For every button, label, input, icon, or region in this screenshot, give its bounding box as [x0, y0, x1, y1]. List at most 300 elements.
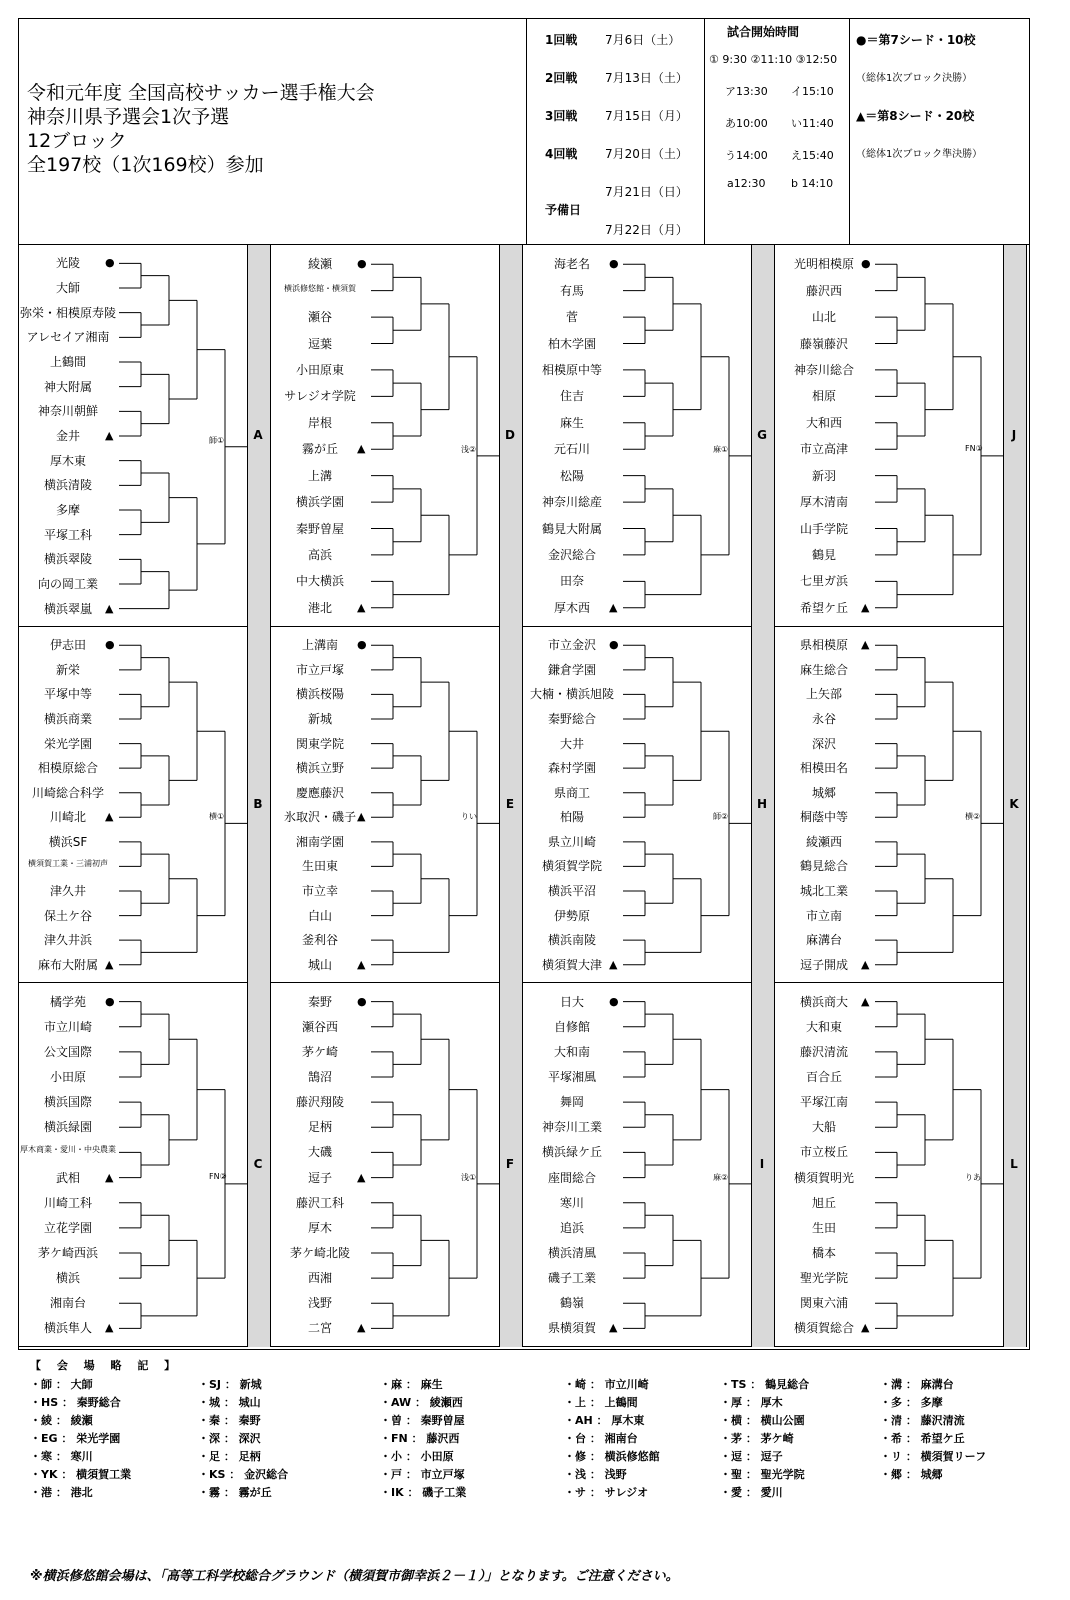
seed-mark: ▲	[357, 600, 366, 614]
team-name: 橋本	[811, 1246, 836, 1260]
bracket-lines	[775, 245, 1003, 627]
team-name: 柏陽	[559, 810, 584, 825]
team-name: 座間総合	[547, 1170, 596, 1185]
bracket-lines	[523, 245, 751, 627]
seed-legend	[850, 19, 1029, 244]
block-letter: F	[505, 1157, 515, 1171]
bracket-block-e	[271, 627, 523, 983]
seed-mark: ▲	[861, 600, 870, 614]
team-name: 藤沢翔陵	[295, 1095, 344, 1110]
final-venue-label: 麻①	[713, 444, 729, 454]
team-name: 横浜	[55, 1271, 80, 1286]
bracket-block-f	[271, 983, 523, 1347]
team-name: 山手学院	[799, 521, 848, 536]
team-name: 大和西	[805, 415, 842, 430]
block-letter-strip	[751, 245, 775, 627]
team-name: 有馬	[559, 283, 584, 298]
block-letter-strip	[499, 983, 523, 1347]
team-name: 大師	[55, 281, 80, 295]
seed-mark: ▲	[609, 957, 618, 971]
bracket-block-l	[775, 983, 1027, 1347]
team-name: 自修館	[553, 1019, 590, 1034]
team-name: 弥栄・相模原寿陵	[19, 305, 116, 320]
team-name: 保土ケ谷	[43, 908, 92, 923]
final-venue-label: 横②	[965, 812, 981, 822]
block-letter: L	[1010, 1157, 1018, 1171]
team-name: 光陵	[55, 256, 80, 271]
legend-item: ・茅 ： 茅ケ崎	[720, 1432, 794, 1445]
team-name: 寒川	[559, 1195, 584, 1210]
legend-item: ・厚 ： 厚木	[720, 1396, 783, 1409]
legend-item: ・YK ： 横須賀工業	[30, 1468, 132, 1481]
team-name: 逗子	[307, 1170, 332, 1185]
team-name: 深沢	[811, 736, 836, 751]
legend-item: ・横 ： 横山公園	[720, 1414, 805, 1427]
team-name: 麻溝台	[805, 933, 842, 948]
seed-mark: ▲	[861, 638, 870, 652]
footnote: ※横浜修悠館会場は、「高等工科学校総合グラウンド（横須賀市御幸浜２－１）」となります。ご注意ください。	[30, 1569, 679, 1584]
seed-mark: ▲	[861, 994, 870, 1008]
bracket-lines	[523, 627, 751, 983]
team-name: 大和東	[805, 1019, 842, 1034]
block-letter: H	[756, 797, 768, 811]
block-letter-strip	[1003, 627, 1027, 983]
team-name: 逗子開成	[799, 957, 848, 972]
block-letter: J	[1011, 428, 1017, 442]
team-name: 湘南台	[49, 1296, 86, 1311]
bracket-lines	[271, 245, 499, 627]
team-name: 津久井浜	[43, 933, 92, 948]
team-name: 麻生	[559, 415, 584, 430]
time-item: a12:30	[727, 177, 766, 190]
team-name: 横浜桜陽	[295, 687, 344, 702]
legend-item: ・AH ： 厚木東	[564, 1414, 645, 1427]
team-name: 逗葉	[307, 336, 332, 351]
team-name: 上溝南	[301, 638, 338, 653]
team-name: 元石川	[553, 442, 590, 457]
legend-item: ・EG ： 栄光学園	[30, 1432, 121, 1445]
bracket-lines	[271, 983, 499, 1347]
team-name: 上鶴間	[49, 355, 86, 369]
title-line: 全197校（1次169校）参加	[27, 154, 264, 176]
team-name: 伊志田	[49, 638, 86, 653]
bracket-lines	[19, 627, 247, 983]
seed-mark: ●	[861, 257, 871, 271]
title-line: 神奈川県予選会1次予選	[27, 106, 230, 128]
seed-mark: ▲	[105, 957, 114, 971]
bracket-grid	[19, 245, 1029, 1349]
legend-item: ・リ ： 横須賀リーフ	[880, 1450, 987, 1463]
team-name: 鵠沼	[307, 1070, 332, 1084]
team-name: 関東学院	[295, 736, 344, 751]
final-venue-label: りあ	[965, 1172, 981, 1182]
final-venue-label: 麻②	[713, 1172, 729, 1182]
seed-mark: ▲	[861, 957, 870, 971]
team-name: 百合丘	[805, 1070, 842, 1084]
team-name: 七里ガ浜	[799, 574, 848, 589]
team-name: 浅野	[307, 1296, 332, 1311]
team-name: 市立高津	[799, 442, 848, 457]
team-name: 市立川崎	[43, 1019, 92, 1034]
bracket-column	[775, 245, 1027, 1349]
team-name: 菅	[565, 310, 578, 325]
legend-item: ・KS ： 金沢総合	[198, 1468, 289, 1481]
team-name: 鶴見	[811, 547, 836, 562]
legend-item: ・FN ： 藤沢西	[380, 1432, 460, 1445]
legend-item: ・浅 ： 浅野	[564, 1468, 627, 1481]
title-block	[19, 19, 527, 244]
team-name: 横浜平沼	[547, 884, 596, 898]
legend-item: ・希 ： 希望ケ丘	[880, 1432, 965, 1445]
block-letter: I	[759, 1157, 765, 1171]
team-name: 城北工業	[799, 884, 848, 898]
bracket-block-g	[523, 245, 775, 627]
seed-mark: ●	[609, 638, 619, 652]
team-name: 市立金沢	[547, 638, 596, 653]
final-venue-label: りい	[461, 812, 477, 822]
team-name: 横須賀工業・三浦初声	[28, 859, 108, 869]
team-name: 横須賀学院	[541, 859, 602, 874]
bracket-lines	[19, 983, 247, 1347]
legend-item: ・IK ： 磯子工業	[380, 1486, 467, 1499]
team-name: 綾瀬西	[805, 834, 842, 849]
block-letter-strip	[247, 245, 271, 627]
team-name: 西湘	[307, 1271, 332, 1286]
block-letter-strip	[1003, 245, 1027, 627]
seed-mark: ▲	[105, 429, 114, 442]
legend-item: ・霧 ： 霧が丘	[198, 1486, 272, 1499]
schedule-row: 1回戦 7月6日（土）	[545, 33, 681, 47]
team-name: 柏木学園	[547, 336, 596, 351]
team-name: 神大附属	[43, 379, 92, 394]
team-name: 森村学園	[547, 761, 596, 776]
team-name: 県相模原	[799, 638, 848, 653]
team-name: 武相	[55, 1170, 80, 1185]
title-line: 令和元年度 全国高校サッカー選手権大会	[27, 82, 375, 104]
legend-item: ・溝 ： 麻溝台	[880, 1378, 954, 1391]
seed-mark: ▲	[105, 601, 114, 615]
start-times	[705, 19, 850, 244]
team-name: 神奈川工業	[541, 1120, 602, 1135]
bracket-block-j	[775, 245, 1027, 627]
bracket-lines	[271, 627, 499, 983]
team-name: 大楠・横浜旭陵	[529, 687, 614, 702]
team-name: 小田原東	[295, 362, 344, 377]
team-name: 瀬谷	[307, 310, 332, 325]
seed-mark: ●	[357, 994, 367, 1008]
team-name: 立花学園	[43, 1220, 92, 1235]
bracket-column	[523, 245, 775, 1349]
time-item: ア13:30	[725, 85, 768, 98]
bracket-block-i	[523, 983, 775, 1347]
team-name: 厚木東	[49, 453, 86, 468]
team-name: 県商工	[553, 785, 590, 800]
team-name: 麻生総合	[799, 662, 848, 677]
block-letter-strip	[751, 627, 775, 983]
legend-item: ・足 ： 足柄	[198, 1450, 261, 1463]
team-name: 横須賀大津	[541, 957, 602, 972]
legend-item: ・TS ： 鶴見総合	[720, 1378, 810, 1391]
times-heading: 試合開始時間	[727, 25, 800, 39]
seed-mark: ●	[357, 257, 367, 271]
legend-item: ・上 ： 上鶴間	[564, 1396, 638, 1409]
team-name: 聖光学院	[799, 1271, 848, 1286]
team-name: 田奈	[559, 574, 584, 589]
seed-mark: ▲	[609, 600, 618, 614]
team-name: 川崎工科	[43, 1195, 92, 1210]
team-name: 松陽	[559, 468, 584, 483]
team-name: 相模田名	[799, 761, 848, 776]
block-letter-strip	[247, 627, 271, 983]
seed-line: （総体1次ブロック決勝）	[856, 73, 973, 84]
legend-title: 【 会 場 略 記 】	[30, 1359, 182, 1372]
team-name: 向の岡工業	[37, 577, 98, 591]
schedule-date: 7月22日（月）	[605, 223, 688, 237]
team-name: 二宮	[307, 1321, 332, 1336]
block-letter-strip	[1003, 983, 1027, 1347]
bracket-block-k	[775, 627, 1027, 983]
time-item: え15:40	[791, 149, 834, 162]
title-line: 12ブロック	[27, 130, 127, 152]
seed-mark: ●	[609, 257, 619, 271]
team-name: 新城	[307, 712, 332, 726]
team-name: 足柄	[307, 1120, 332, 1135]
legend-item: ・港 ： 港北	[30, 1486, 93, 1499]
team-name: 中大横浜	[295, 574, 344, 589]
team-name: 住吉	[559, 389, 584, 404]
team-name: 横浜南陵	[547, 933, 596, 948]
block-letter-strip	[499, 245, 523, 627]
team-name: 横須賀総合	[793, 1321, 854, 1336]
team-name: 藤嶺藤沢	[799, 336, 848, 351]
team-name: 橘学苑	[49, 994, 86, 1009]
final-venue-label: FN①	[965, 443, 983, 453]
seed-mark: ▲	[357, 957, 366, 971]
legend-item: ・多 ： 多摩	[880, 1396, 943, 1409]
bracket-block-d	[271, 245, 523, 627]
team-name: 相模原総合	[37, 761, 98, 776]
team-name: アレセイア湘南	[26, 330, 110, 345]
final-venue-label: 浅①	[461, 1172, 477, 1182]
team-name: 相原	[811, 389, 836, 404]
team-name: 桐蔭中等	[799, 810, 848, 825]
seed-mark: ▲	[609, 1321, 618, 1335]
team-name: 市立桜丘	[799, 1145, 848, 1160]
tournament-sheet	[18, 18, 1030, 1350]
team-name: 平塚湘風	[547, 1070, 596, 1084]
team-name: 鶴見大附属	[541, 521, 602, 536]
seed-mark: ▲	[105, 1170, 114, 1184]
team-name: 神奈川総合	[793, 362, 854, 377]
team-name: 横浜清陵	[43, 478, 92, 493]
bracket-block-h	[523, 627, 775, 983]
team-name: 港北	[307, 600, 332, 615]
legend-item: ・HS ： 秦野総合	[30, 1396, 121, 1409]
team-name: 川崎北	[49, 810, 86, 825]
bracket-block-c	[19, 983, 271, 1347]
team-name: 秦野曽屋	[295, 521, 344, 536]
team-name: 光明相模原	[793, 257, 854, 272]
legend-item: ・小 ： 小田原	[380, 1450, 454, 1463]
legend-item: ・台 ： 湘南台	[564, 1432, 638, 1445]
block-letter: C	[253, 1157, 263, 1171]
block-letter-strip	[499, 627, 523, 983]
final-venue-label: 師②	[713, 812, 729, 822]
team-name: 麻布大附属	[37, 957, 98, 972]
bracket-column	[271, 245, 523, 1349]
team-name: 市立幸	[301, 884, 338, 898]
team-name: 希望ケ丘	[799, 600, 848, 615]
team-name: 関東六浦	[799, 1296, 848, 1311]
time-item: う14:00	[725, 149, 768, 162]
bracket-lines	[523, 983, 751, 1347]
seed-mark: ▲	[357, 1321, 366, 1335]
block-letter-strip	[247, 983, 271, 1347]
team-name: 平塚中等	[43, 687, 92, 702]
team-name: 横須賀明光	[793, 1170, 854, 1185]
schedule-row: 4回戦 7月20日（土）	[545, 147, 688, 161]
team-name: 釜利谷	[301, 933, 338, 948]
team-name: 生田	[811, 1220, 836, 1235]
legend-item: ・秦 ： 秦野	[198, 1414, 261, 1427]
final-venue-label: 横①	[209, 812, 225, 822]
legend-item: ・清 ： 藤沢清流	[880, 1414, 965, 1427]
team-name: 藤沢工科	[295, 1195, 344, 1210]
team-name: 旭丘	[811, 1195, 836, 1210]
legend-item: ・SJ ： 新城	[198, 1378, 262, 1391]
team-name: 岸根	[307, 415, 332, 430]
team-name: 大船	[811, 1120, 836, 1135]
team-name: 津久井	[49, 884, 86, 898]
team-name: 日大	[559, 994, 584, 1009]
team-name: 藤沢西	[805, 283, 842, 298]
legend-item: ・曽 ： 秦野曽屋	[380, 1414, 465, 1427]
legend-item: ・戸 ： 市立戸塚	[380, 1468, 465, 1481]
team-name: 市立戸塚	[295, 662, 344, 677]
team-name: 厚木清南	[799, 495, 848, 510]
team-name: 鶴見総合	[799, 859, 848, 874]
team-name: 平塚工科	[43, 527, 92, 542]
times-row: ① 9:30 ②11:10 ③12:50	[709, 53, 838, 66]
schedule-row: 予備日	[545, 203, 582, 217]
team-name: 平塚江南	[799, 1095, 848, 1110]
team-name: 横浜翠嵐	[43, 601, 92, 616]
team-name: 横浜修悠館・横須賀	[284, 283, 356, 293]
team-name: 鶴嶺	[559, 1296, 584, 1311]
team-name: 秦野総合	[547, 712, 596, 726]
team-name: 秦野	[307, 994, 332, 1009]
bracket-block-b	[19, 627, 271, 983]
team-name: 横浜隼人	[43, 1321, 92, 1336]
header	[19, 19, 1029, 245]
team-name: 永谷	[811, 712, 836, 726]
team-name: 伊勢原	[553, 908, 590, 923]
team-name: 公文国際	[43, 1044, 92, 1059]
team-name: 厚木	[307, 1220, 332, 1235]
team-name: 鎌倉学園	[547, 662, 596, 677]
team-name: 横浜SF	[48, 834, 88, 849]
team-name: 小田原	[49, 1070, 86, 1084]
seed-mark: ▲	[357, 1170, 366, 1184]
legend-item: ・逗 ： 逗子	[720, 1450, 783, 1463]
team-name: 磯子工業	[547, 1271, 596, 1286]
team-name: 厚木商業・愛川・中央農業	[20, 1145, 116, 1155]
block-letter: A	[253, 428, 263, 442]
team-name: 茅ケ崎北陵	[289, 1246, 350, 1260]
block-letter-strip	[751, 983, 775, 1347]
team-name: 多摩	[55, 503, 80, 517]
final-venue-label: FN②	[209, 1171, 227, 1181]
final-venue-label: 浅②	[461, 444, 477, 454]
team-name: 相模原中等	[541, 362, 602, 377]
block-letter: E	[505, 797, 515, 811]
schedule-row: 2回戦 7月13日（土）	[545, 71, 688, 85]
time-item: あ10:00	[725, 117, 768, 130]
team-name: 慶應藤沢	[295, 785, 344, 800]
legend-item: ・深 ： 深沢	[198, 1432, 261, 1445]
block-letter: G	[757, 428, 767, 442]
time-item: い11:40	[791, 117, 834, 130]
team-name: 茅ケ崎	[301, 1044, 338, 1059]
schedule-row: 7月21日（日）	[605, 185, 688, 199]
team-name: 湘南学園	[295, 834, 344, 849]
legend-item: ・崎 ： 市立川崎	[564, 1378, 649, 1391]
team-name: 横浜緑ケ丘	[541, 1145, 602, 1160]
team-name: 金井	[55, 429, 80, 443]
seed-mark: ▲	[357, 442, 366, 456]
team-name: 大井	[559, 736, 584, 751]
team-name: サレジオ学院	[284, 389, 356, 404]
seed-line: ▲＝第8シード・20校	[856, 109, 975, 123]
team-name: 綾瀬	[307, 257, 332, 272]
team-name: 県横須賀	[547, 1321, 596, 1336]
legend-item: ・郷 ： 城郷	[880, 1468, 943, 1481]
final-venue-label: 師①	[209, 435, 225, 445]
seed-mark: ▲	[105, 810, 114, 824]
team-name: 上溝	[307, 468, 332, 483]
time-item: b 14:10	[791, 177, 834, 190]
team-name: 横浜清風	[547, 1246, 596, 1260]
legend-item: ・麻 ： 麻生	[380, 1378, 443, 1391]
team-name: 横浜国際	[43, 1095, 92, 1110]
team-name: 海老名	[553, 257, 590, 272]
legend-item: ・聖 ： 聖光学院	[720, 1468, 805, 1481]
team-name: 霧が丘	[301, 442, 338, 457]
block-letter: D	[505, 428, 515, 442]
team-name: 厚木西	[553, 600, 590, 615]
seed-mark: ●	[105, 994, 115, 1008]
team-name: 市立南	[805, 908, 842, 923]
team-name: 神奈川朝鮮	[37, 404, 98, 419]
team-name: 横浜商業	[43, 712, 92, 726]
team-name: 大和南	[553, 1044, 590, 1059]
team-name: 舞岡	[559, 1095, 584, 1110]
seed-line: ●＝第7シード・10校	[856, 33, 976, 47]
team-name: 大磯	[307, 1145, 332, 1160]
team-name: 新栄	[55, 662, 80, 677]
block-letter: K	[1009, 797, 1019, 811]
team-name: 城郷	[811, 785, 836, 800]
seed-mark: ●	[357, 638, 367, 652]
team-name: 横浜商大	[799, 994, 848, 1009]
legend-item: ・師 ： 大師	[30, 1378, 93, 1391]
team-name: 横浜学園	[295, 495, 344, 510]
bracket-lines	[775, 983, 1003, 1347]
team-name: 新羽	[811, 468, 836, 483]
team-name: 藤沢清流	[799, 1044, 848, 1059]
seed-mark: ▲	[357, 810, 366, 824]
team-name: 県立川崎	[547, 834, 596, 849]
